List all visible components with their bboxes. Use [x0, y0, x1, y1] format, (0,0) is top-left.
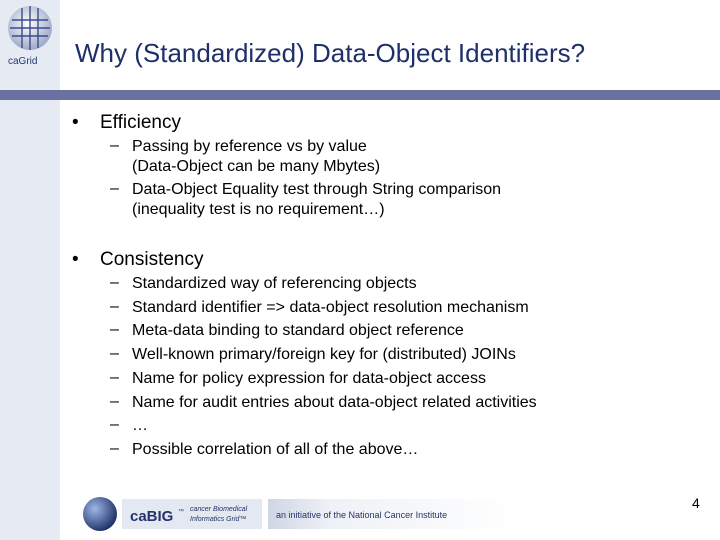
dash-marker: –	[110, 180, 119, 197]
list-item-text: Well-known primary/foreign key for (distributed) JOINs	[132, 346, 516, 363]
list-item-text: Standard identifier => data-object resolution mechanism	[132, 299, 529, 316]
initiative-text: an initiative of the National Cancer Institute	[276, 510, 448, 520]
list-item-text: Standardized way of referencing objects	[132, 275, 417, 292]
list-item-text: Name for audit entries about data-object related activities	[132, 394, 537, 411]
list-item-text: (Data-Object can be many Mbytes)	[132, 158, 381, 175]
dash-marker: –	[110, 416, 119, 433]
dash-marker: –	[110, 393, 119, 410]
dash-marker: –	[110, 369, 119, 386]
page-title: Why (Standardized) Data-Object Identifiers?	[75, 38, 586, 68]
dash-marker: –	[110, 274, 119, 291]
dash-marker: –	[110, 298, 119, 315]
list-item-text: Meta-data binding to standard object reference	[132, 322, 464, 339]
dash-marker: –	[110, 137, 119, 154]
list-item-text: Passing by reference vs by value	[132, 138, 367, 155]
bullet-dot: •	[72, 249, 79, 270]
footer-banner	[80, 496, 640, 532]
page-number: 4	[692, 495, 700, 511]
logo-text: caGrid	[8, 56, 38, 67]
list-item-text: (inequality test is no requirement…)	[132, 201, 385, 218]
cabig-wordmark: caBIG	[130, 508, 174, 525]
dash-marker: –	[110, 345, 119, 362]
list-item-text: Data-Object Equality test through String comparison	[132, 181, 502, 198]
cagrid-logo	[0, 0, 60, 82]
dash-marker: –	[110, 321, 119, 338]
title-divider	[0, 90, 720, 100]
cabig-banner	[80, 496, 640, 532]
list-item-text: Possible correlation of all of the above…	[132, 441, 419, 458]
bullet-label: Consistency	[100, 249, 204, 270]
bullet-dot: •	[72, 112, 79, 133]
dash-marker: –	[110, 440, 119, 457]
grid-globe-icon	[0, 0, 60, 60]
list-item-text: …	[132, 417, 148, 434]
tagline-line-2: Informatics Grid™	[190, 516, 247, 523]
globe-icon	[83, 497, 117, 531]
cabig-tm: ™	[178, 509, 184, 515]
list-item-text: Name for policy expression for data-object access	[132, 370, 486, 387]
bullet-label: Efficiency	[100, 112, 181, 133]
tagline-line-1: cancer Biomedical	[190, 506, 248, 513]
